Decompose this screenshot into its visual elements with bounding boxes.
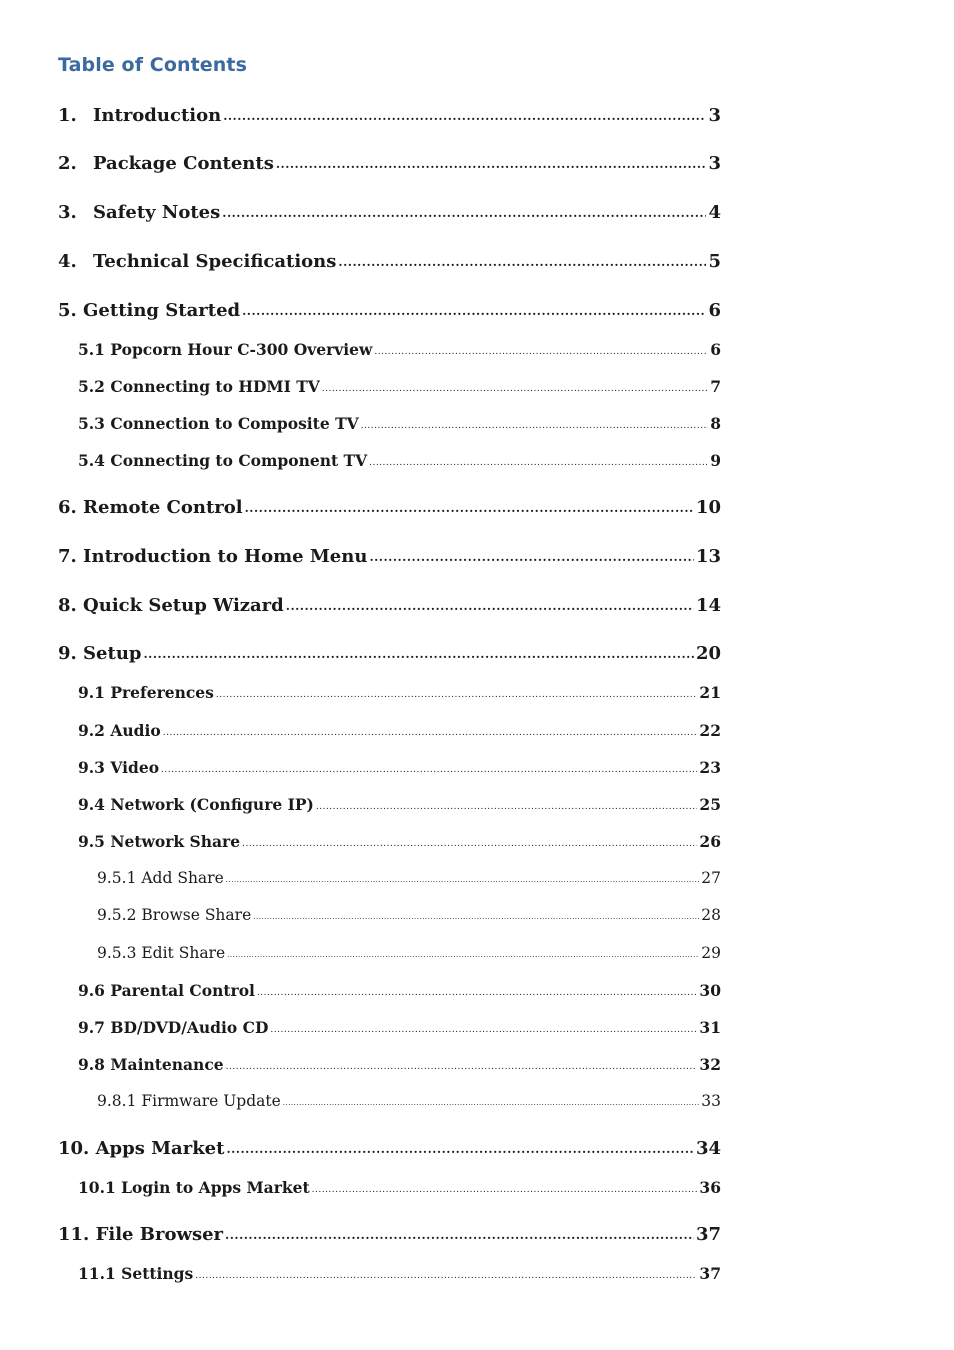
toc-entry-title: 5. Getting Started [58,300,241,321]
toc-entry-page-number: 23 [699,758,721,777]
toc-entry-title: 7. Introduction to Home Menu [58,546,368,567]
toc-entry-title: 9.3 Video [78,758,160,777]
toc-entry-page-number: 32 [699,1055,721,1074]
toc-entry-title: 9.7 BD/DVD/Audio CD [78,1018,269,1037]
dot-leader [227,951,699,959]
toc-entry-page-number: 31 [699,1018,721,1037]
toc-entry[interactable] [97,869,721,887]
dot-leader [242,839,697,849]
dot-leader [338,255,706,269]
toc-entry[interactable] [78,377,721,396]
toc-entry-title: 9.8 Maintenance [78,1055,224,1074]
toc-entry-page-number: 21 [699,683,721,702]
toc-entry-title: Technical Specifications [93,251,337,272]
toc-entry-number: 1. [58,105,77,126]
toc-entry[interactable] [58,546,721,567]
toc-entry-page-number: 28 [701,906,721,924]
toc-entry-title: 11. File Browser [58,1224,224,1245]
dot-leader [226,1142,694,1156]
toc-entry[interactable] [58,251,721,272]
toc-entry[interactable] [58,595,721,616]
toc-entry[interactable] [78,1178,721,1197]
dot-leader [361,421,709,431]
dot-leader [322,384,708,394]
toc-entry-page-number: 25 [699,795,721,814]
dot-leader [225,1228,694,1242]
toc-entry-page-number: 7 [710,377,721,396]
toc-entry[interactable] [78,340,721,359]
toc-entry-page-number: 10 [695,497,721,518]
toc-entry-page-number: 13 [695,546,721,567]
toc-entry-title: 10.1 Login to Apps Market [78,1178,310,1197]
dot-leader [144,647,694,661]
toc-entry-title: 9.5 Network Share [78,832,241,851]
toc-entry-page-number: 33 [701,1092,721,1110]
dot-leader [216,690,698,700]
toc-entry-page-number: 4 [708,202,721,223]
toc-entry[interactable] [78,1264,721,1283]
toc-entry-title: Introduction [93,105,222,126]
toc-entry-title: 9.6 Parental Control [78,981,255,1000]
toc-entry-title: 5.2 Connecting to HDMI TV [78,377,320,396]
toc-entry[interactable] [97,1092,721,1110]
toc-entry[interactable] [78,683,721,702]
dot-leader [316,802,698,812]
toc-entry[interactable] [78,758,721,777]
toc-entry-page-number: 29 [701,944,721,962]
toc-entry-page-number: 5 [708,251,721,272]
toc-entry-page-number: 22 [699,721,721,740]
toc-entry-number: 4. [58,251,77,272]
toc-entry-page-number: 37 [699,1264,721,1283]
toc-entry-title: 6. Remote Control [58,497,243,518]
toc-entry[interactable] [58,300,721,321]
toc-entry-page-number: 34 [695,1138,721,1159]
toc-entry-title: 5.4 Connecting to Component TV [78,451,368,470]
toc-entry-page-number: 20 [695,643,721,664]
toc-entry[interactable] [58,497,721,518]
dot-leader [222,206,706,220]
toc-entry[interactable] [58,202,721,223]
toc-entry-page-number: 30 [699,981,721,1000]
dot-leader [245,501,694,515]
toc-entry[interactable] [78,1018,721,1037]
toc-entry-page-number: 37 [695,1224,721,1245]
toc-entry-title: 9.8.1 Firmware Update [97,1092,281,1110]
toc-entry-title: 9.5.2 Browse Share [97,906,252,924]
dot-leader [374,347,708,357]
toc-entry[interactable] [58,105,721,126]
dot-leader [369,458,708,468]
dot-leader [253,913,699,921]
toc-entry-page-number: 36 [699,1178,721,1197]
dot-leader [195,1271,697,1281]
toc-entry[interactable] [58,643,721,664]
toc-entry-title: 5.1 Popcorn Hour C-300 Overview [78,340,373,359]
toc-entry[interactable] [97,906,721,924]
toc-entry-page-number: 9 [710,451,721,470]
dot-leader [226,1062,698,1072]
dot-leader [163,728,698,738]
toc-entry[interactable] [78,451,721,470]
toc-entry-title: 11.1 Settings [78,1264,194,1283]
dot-leader [257,988,697,998]
dot-leader [312,1185,698,1195]
toc-heading: Table of Contents [58,54,247,76]
toc-entry[interactable] [58,1224,721,1245]
dot-leader [369,550,694,564]
dot-leader [242,304,706,318]
toc-entry-title: Package Contents [93,153,274,174]
toc-entry-page-number: 6 [710,340,721,359]
dot-leader [286,599,694,613]
dot-leader [270,1025,697,1035]
toc-entry-title: 10. Apps Market [58,1138,225,1159]
dot-leader [226,876,700,884]
toc-entry[interactable] [78,414,721,433]
toc-entry[interactable] [58,153,721,174]
dot-leader [283,1099,700,1107]
toc-entry-page-number: 3 [708,153,721,174]
toc-entry-number: 3. [58,202,77,223]
toc-entry-page-number: 6 [708,300,721,321]
toc-entry-title: 8. Quick Setup Wizard [58,595,284,616]
toc-entry[interactable] [97,944,721,962]
toc-entry[interactable] [78,981,721,1000]
dot-leader [276,157,707,171]
toc-entry-page-number: 3 [708,105,721,126]
toc-entry-title: 9. Setup [58,643,142,664]
toc-entry-page-number: 27 [701,869,721,887]
toc-entry-number: 2. [58,153,77,174]
toc-entry[interactable] [58,1138,721,1159]
toc-entry-title: Safety Notes [93,202,221,223]
toc-entry-title: 5.3 Connection to Composite TV [78,414,359,433]
toc-entry[interactable] [78,832,721,851]
toc-entry-title: 9.5.3 Edit Share [97,944,226,962]
toc-entry-page-number: 8 [710,414,721,433]
toc-entry-page-number: 26 [699,832,721,851]
dot-leader [223,109,706,123]
toc-entry-title: 9.1 Preferences [78,683,214,702]
toc-entry-title: 9.4 Network (Configure IP) [78,795,314,814]
toc-entry[interactable] [78,1055,721,1074]
dot-leader [161,765,697,775]
toc-entry-page-number: 14 [695,595,721,616]
toc-entry-title: 9.2 Audio [78,721,161,740]
toc-entry[interactable] [78,795,721,814]
toc-entry[interactable] [78,721,721,740]
toc-entry-title: 9.5.1 Add Share [97,869,224,887]
